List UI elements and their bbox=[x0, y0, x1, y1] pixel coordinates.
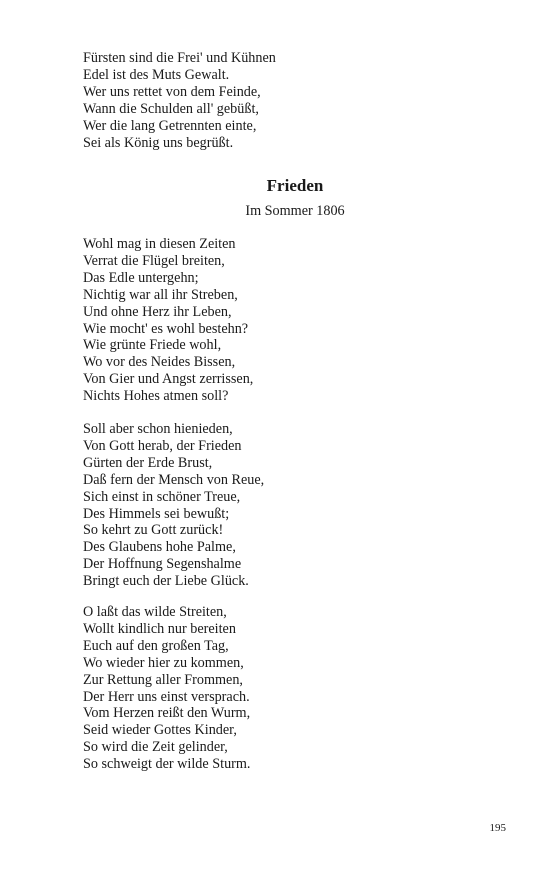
verse-line: Von Gott herab, der Frieden bbox=[83, 437, 242, 454]
poem-stanza-2 bbox=[83, 421, 483, 590]
verse-line: So kehrt zu Gott zurück! bbox=[83, 522, 224, 539]
verse-line: Des Glaubens hohe Palme, bbox=[83, 539, 236, 556]
verse-line: Euch auf den großen Tag, bbox=[83, 637, 229, 654]
verse-line: Wie mocht' es wohl bestehn? bbox=[83, 320, 249, 337]
verse-line: Wohl mag in diesen Zeiten bbox=[83, 236, 236, 252]
verse-line: Des Himmels sei bewußt; bbox=[83, 505, 230, 522]
verse-line: Zur Rettung aller Frommen, bbox=[83, 671, 243, 688]
verse-line: Wann die Schulden all' gebüßt, bbox=[83, 100, 259, 117]
verse-line: Wer die lang Getrennten einte, bbox=[83, 117, 257, 134]
verse-line: O laßt das wilde Streiten, bbox=[83, 604, 227, 620]
verse-line: Soll aber schon hienieden, bbox=[83, 421, 233, 437]
verse-line: Verrat die Flügel breiten, bbox=[83, 252, 225, 269]
verse-line: Edel ist des Muts Gewalt. bbox=[83, 66, 230, 83]
poem-stanza-1 bbox=[83, 236, 483, 405]
verse-line: Bringt euch der Liebe Glück. bbox=[83, 573, 249, 590]
verse-line: Wo wieder hier zu kommen, bbox=[83, 654, 244, 671]
verse-line: Seid wieder Gottes Kinder, bbox=[83, 722, 237, 739]
verse-line: Der Herr uns einst versprach. bbox=[83, 688, 250, 705]
poem-title: Frieden bbox=[266, 176, 324, 195]
verse-line: Das Edle untergehn; bbox=[83, 269, 199, 286]
verse-line: Gürten der Erde Brust, bbox=[83, 454, 213, 471]
verse-line: Sei als König uns begrüßt. bbox=[83, 134, 234, 151]
verse-line: Fürsten sind die Frei' und Kühnen bbox=[83, 50, 276, 66]
verse-line: Wollt kindlich nur bereiten bbox=[83, 620, 236, 637]
poem-stanza-3 bbox=[83, 604, 483, 773]
verse-line: Der Hoffnung Segenshalme bbox=[83, 556, 242, 573]
verse-line: Nichtig war all ihr Streben, bbox=[83, 286, 238, 303]
previous-poem-stanza bbox=[83, 50, 483, 151]
verse-line: Nichts Hohes atmen soll? bbox=[83, 388, 229, 405]
verse-line: Wo vor des Neides Bissen, bbox=[83, 354, 236, 371]
verse-line: Wer uns rettet von dem Feinde, bbox=[83, 83, 261, 100]
verse-line: Vom Herzen reißt den Wurm, bbox=[83, 705, 251, 722]
verse-line: So schweigt der wilde Sturm. bbox=[83, 756, 251, 773]
verse-line: So wird die Zeit gelinder, bbox=[83, 739, 228, 756]
verse-line: Daß fern der Mensch von Reue, bbox=[83, 471, 265, 488]
verse-line: Sich einst in schöner Treue, bbox=[83, 488, 241, 505]
page-number: 195 bbox=[489, 822, 506, 834]
poem-subtitle: Im Sommer 1806 bbox=[245, 203, 345, 219]
verse-line: Von Gier und Angst zerrissen, bbox=[83, 371, 254, 388]
verse-line: Und ohne Herz ihr Leben, bbox=[83, 303, 232, 320]
verse-line: Wie grünte Friede wohl, bbox=[83, 337, 222, 354]
